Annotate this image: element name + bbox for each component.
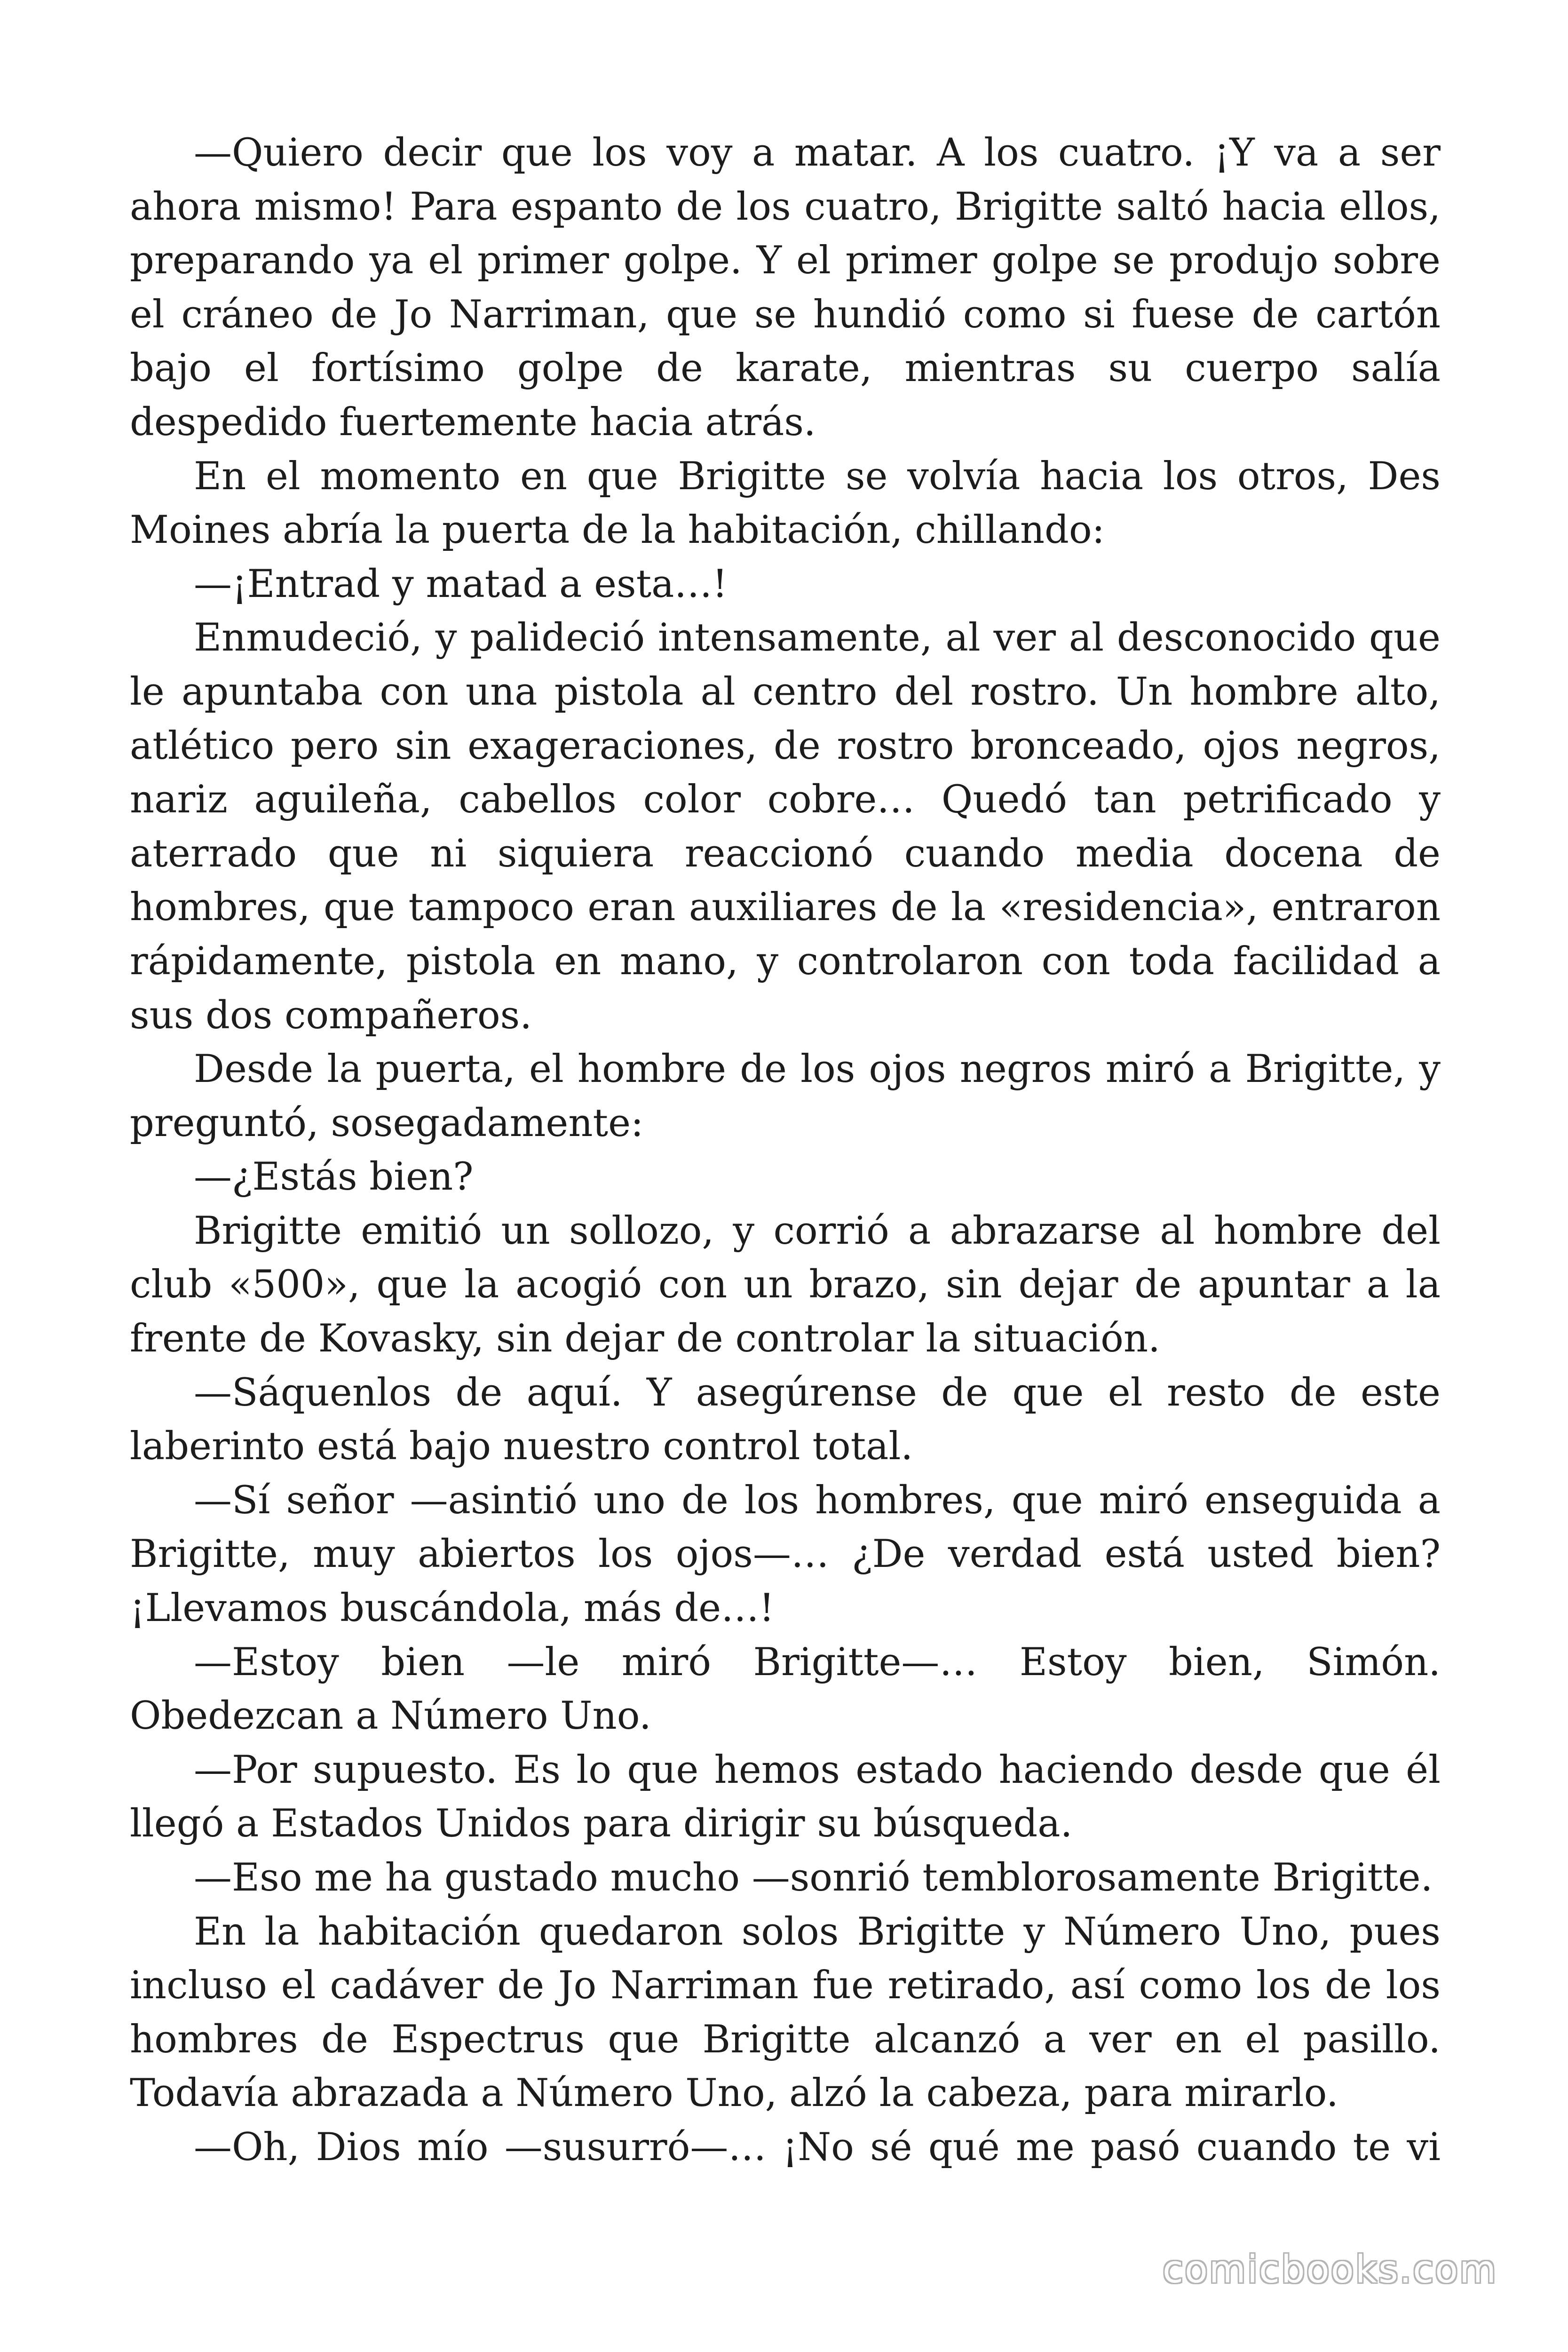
paragraph-continued: —Oh, Dios mío —susurró—… ¡No sé qué me pasó cuando te vi <box>194 2125 1441 2169</box>
paragraph: Desde la puerta, el hombre de los ojos negros miró a Brigitte, y preguntó, sosegadamente: <box>130 1047 1441 1145</box>
paragraph: —¿Estás bien? <box>194 1155 474 1200</box>
paragraph: —Quiero decir que los voy a matar. A los cuatro. ¡Y va a ser ahora mismo! Para espanto de los cuatro, Brigitte saltó hacia ellos, preparando ya el primer golpe. Y el primer golpe se produjo sobre el cráneo de Jo Narriman, que se hundió como si fuese de cartón bajo el fortísimo golpe de karate, mientras su cuerpo salía despedido fuertemente hacia atrás. <box>130 131 1441 445</box>
paragraph: —Por supuesto. Es lo que hemos estado haciendo desde que él llegó a Estados Unidos para dirigir su búsqueda. <box>130 1748 1441 1846</box>
watermark: comicbooks.com <box>1162 2248 1497 2291</box>
paragraph: Brigitte emitió un sollozo, y corrió a abrazarse al hombre del club «500», que la acogió con un brazo, sin dejar de apuntar a la frente de Kovasky, sin dejar de controlar la situación. <box>130 1208 1441 1361</box>
paragraph: —¡Entrad y matad a esta…! <box>194 562 728 606</box>
paragraph: En el momento en que Brigitte se volvía hacia los otros, Des Moines abría la puerta de la habitación, chillando: <box>130 454 1441 553</box>
paragraph: —Estoy bien —le miró Brigitte—… Estoy bien, Simón. Obedezcan a Número Uno. <box>130 1640 1441 1739</box>
paragraph: Enmudeció, y palideció intensamente, al ver al desconocido que le apuntaba con una pistola al centro del rostro. Un hombre alto, atlético pero sin exageraciones, de rostro bronceado, ojos negros, nariz aguileña, cabellos color cobre… Quedó tan petrificado y aterrado que ni siquiera reaccionó cuando media docena de hombres, que tampoco eran auxiliares de la «residencia», entraron rápidamente, pistola en mano, y controlaron con toda facilidad a sus dos compañeros. <box>130 616 1441 1038</box>
paragraph: —Sáquenlos de aquí. Y asegúrense de que el resto de este laberinto está bajo nuestro control total. <box>130 1370 1441 1469</box>
paragraph: En la habitación quedaron solos Brigitte y Número Uno, pues incluso el cadáver de Jo Narriman fue retirado, así como los de los hombres de Espectrus que Brigitte alcanzó a ver en el pasillo. Todavía abrazada a Número Uno, alzó la cabeza, para mirarlo. <box>130 1909 1441 2116</box>
page-text <box>130 126 1441 2175</box>
paragraph: —Eso me ha gustado mucho —sonrió temblorosamente Brigitte. <box>194 1856 1433 1900</box>
paragraph: —Sí señor —asintió uno de los hombres, que miró enseguida a Brigitte, muy abiertos los ojos—… ¿De verdad está usted bien? ¡Llevamos buscándola, más de…! <box>130 1478 1441 1631</box>
